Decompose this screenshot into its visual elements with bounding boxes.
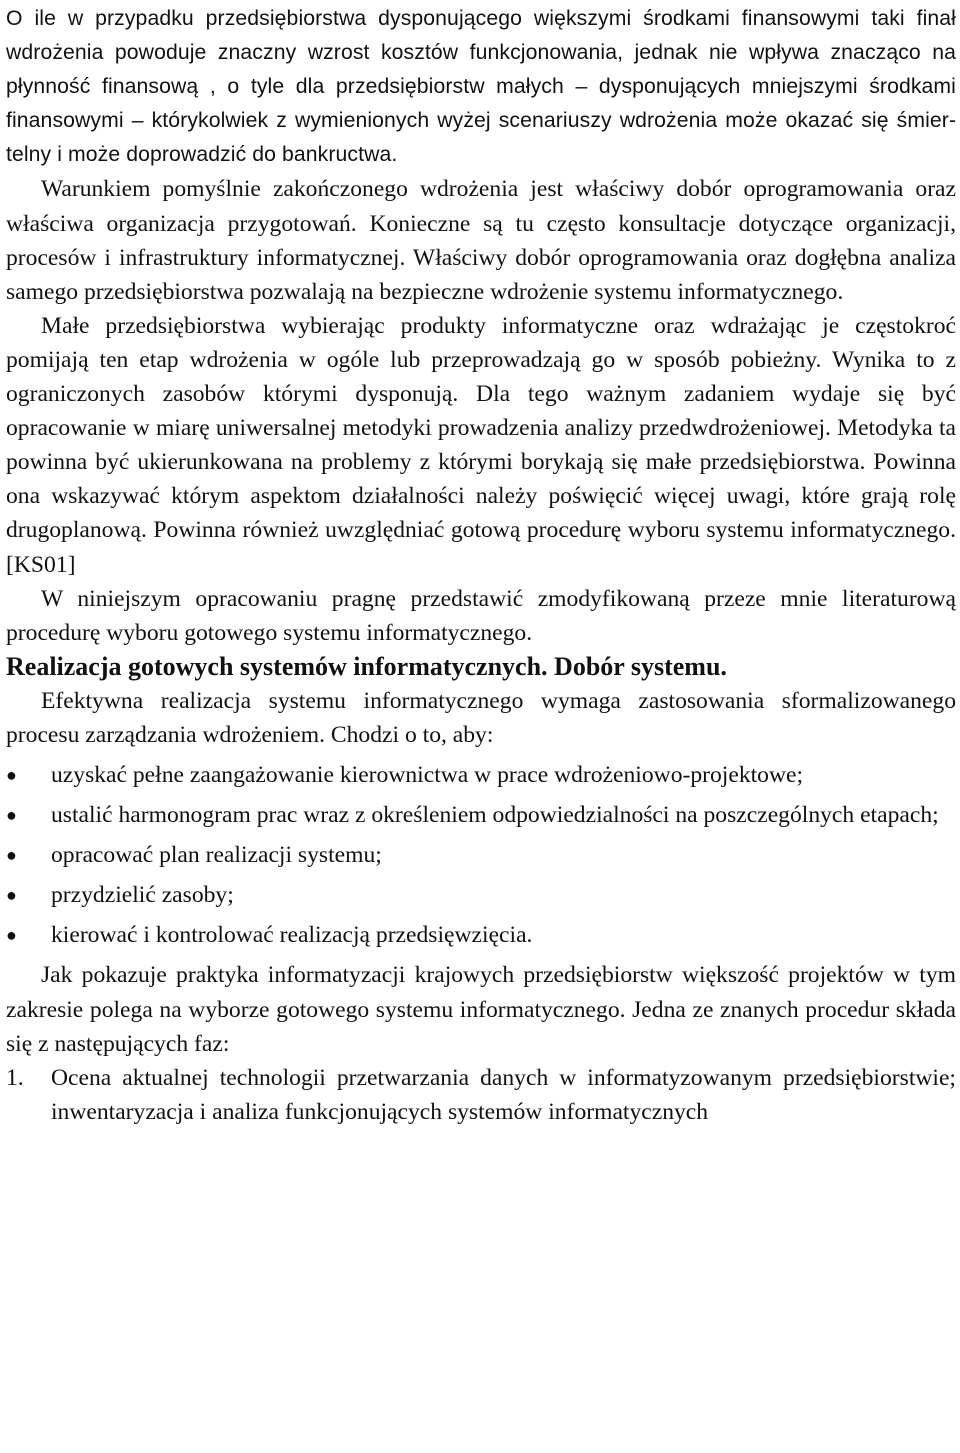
intro-block xyxy=(6,0,956,650)
list-item-text: przydzielić zasoby; xyxy=(51,882,234,909)
phase-item xyxy=(6,1061,956,1129)
paragraph-3: Małe przedsiębiorstwa wybierając produkty informatyczne oraz wdrażając je częstokroć pomijają ten etap wdrożenia w ogóle lub przeprowadzają go w sposób pobieżny. Wynika to z ograniczonych zasobów którymi dysponują. Dla tego ważnym zadaniem wydaje się być opracowanie w miarę uniwersalnej metodyki prowadzenia analizy przedwdrożeniowej. Metodyka ta powinna być ukierunkowana na problemy z którymi borykają się małe przedsiębiorstwa. Powinna ona wskazywać którym aspektom działalności należy poświęcić więcej uwagi, które grają rolę drugoplanową. Powinna również uwzględniać gotową procedurę wyboru systemu informatycznego. [KS01] xyxy=(6,312,956,578)
paragraph-1: O ile w przypadku przedsiębiorstwa dysponującego większymi środkami finansowymi taki finał wdrożenia powoduje znaczny wzrost kosztów funkcjonowania, jednak nie wpływa znacząco na płynność finansową , o tyle dla przedsiębiorstw małych – dysponujących mniejszymi środkami finansowymi – którykolwiek z wymienionych wyżej scenariuszy wdrożenia może okazać się śmiertelny i może doprowadzić do bankructwa. xyxy=(6,7,956,167)
phase-number: 1. xyxy=(6,1064,24,1091)
list-item xyxy=(6,838,956,872)
bullet-list xyxy=(6,758,956,952)
list-item xyxy=(6,758,956,792)
bullet-icon: ● xyxy=(6,805,17,826)
bullet-icon: ● xyxy=(6,925,17,946)
phase-text: Ocena aktualnej technologii przetwarzania danych w informatyzowanym przedsiębiorstwie; inwentaryzacja i analiza funkcjonujących systemów informatycznych xyxy=(51,1064,956,1125)
phase-list xyxy=(6,1061,956,1129)
after-bullets-paragraph: Jak pokazuje praktyka informatyzacji krajowych przedsiębiorstw większość projektów w tym zakresie polega na wyborze gotowego systemu informatycznego. Jedna ze znanych procedur składa się z następujących faz: xyxy=(6,962,956,1057)
list-item xyxy=(6,918,956,952)
list-item-text: uzyskać pełne zaangażowanie kierownictwa w prace wdrożeniowo-projektowe; xyxy=(51,761,804,788)
list-item-text: kierować i kontrolować realizacją przedsięwzięcia. xyxy=(51,922,533,949)
bullet-icon: ● xyxy=(6,845,17,866)
list-item xyxy=(6,798,956,832)
list-item-text: opracować plan realizacji systemu; xyxy=(51,842,382,869)
paragraph-4: W niniejszym opracowaniu pragnę przedstawić zmodyfikowaną przeze mnie literaturową procedurę wyboru gotowego systemu informatycznego. xyxy=(6,585,956,646)
bullet-icon: ● xyxy=(6,885,17,906)
section-intro: Efektywna realizacja systemu informatycznego wymaga zastosowania sformalizowanego procesu zarządzania wdrożeniem. Chodzi o to, aby: xyxy=(6,687,956,748)
paragraph-2: Warunkiem pomyślnie zakończonego wdrożenia jest właściwy dobór oprogramowania oraz właściwa organizacja przygotowań. Konieczne są tu często konsultacje dotyczące organizacji, procesów i infrastruktury informatycznej. Właściwy dobór oprogramowania oraz dogłębna analiza samego przedsiębiorstwa pozwalają na bezpieczne wdrożenie systemu informatycznego. xyxy=(6,176,956,305)
bullet-icon: ● xyxy=(6,764,17,785)
list-item xyxy=(6,878,956,912)
list-item-text: ustalić harmonogram prac wraz z określeniem odpowiedzialności na poszczególnych etapach; xyxy=(51,802,939,829)
section-heading: Realizacja gotowych systemów informatycznych. Dobór systemu. xyxy=(6,651,727,681)
